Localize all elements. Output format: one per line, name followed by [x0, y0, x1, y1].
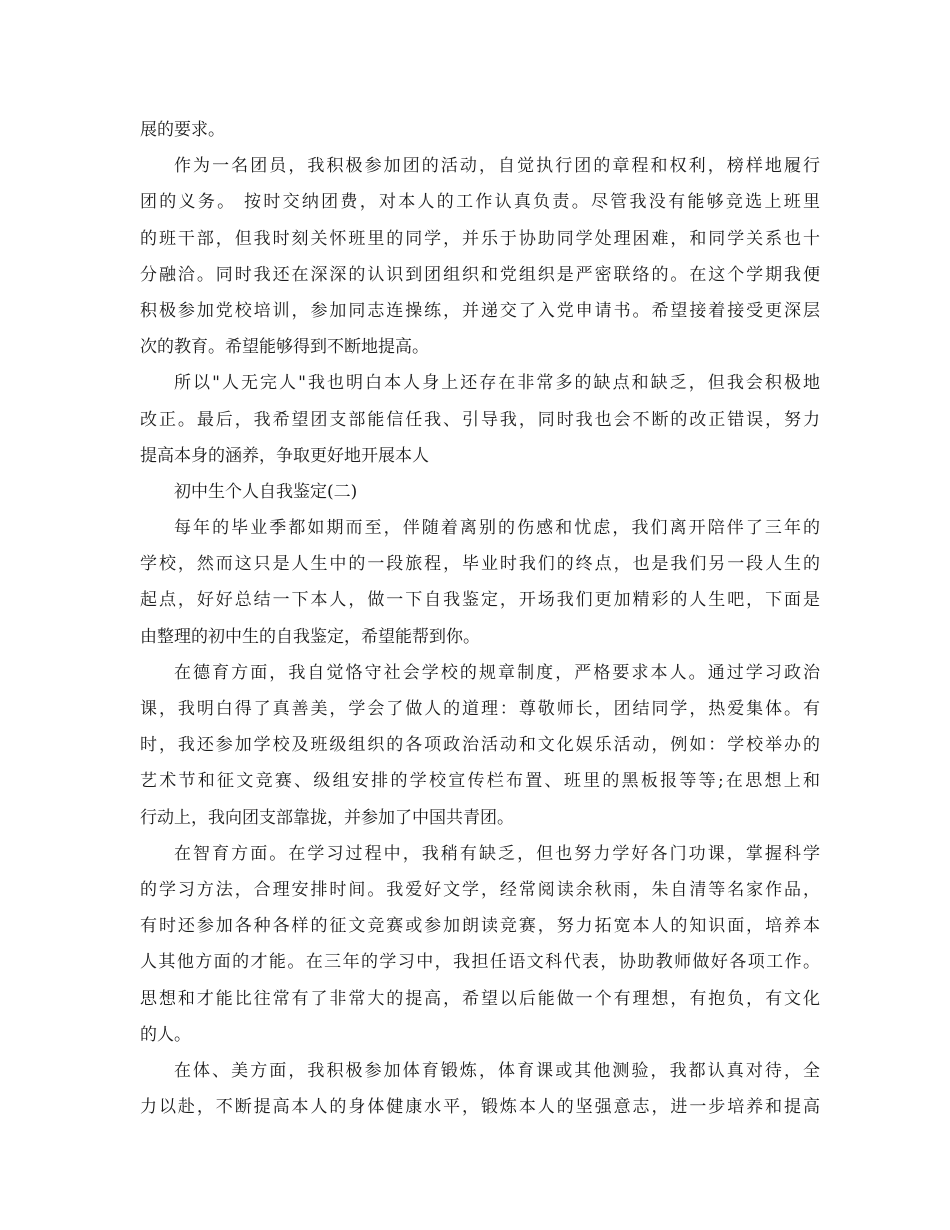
text-line: 分融洽。同时我还在深深的认识到团组织和党组织是严密联络的。在这个学期我便 [140, 264, 820, 285]
text-line: 有时还参加各种各样的征文竞赛或参加朗读竞赛，努力拓宽本人的知识面，培养本 [140, 916, 820, 937]
text-line: 每年的毕业季都如期而至，伴随着离别的伤感和忧虑，我们离开陪伴了三年的 [174, 518, 820, 539]
text-line: 力以赴，不断提高本人的身体健康水平，锻炼本人的坚强意志，进一步培养和提高 [140, 1097, 820, 1118]
text-line: 行动上，我向团支部靠拢，并参加了中国共青团。 [140, 807, 514, 828]
text-line: 在德育方面，我自觉恪守社会学校的规章制度，严格要求本人。通过学习政治 [174, 662, 820, 683]
text-line: 课，我明白得了真善美，学会了做人的道理：尊敬师长，团结同学，热爱集体。有 [140, 699, 820, 719]
text-line: 在智育方面。在学习过程中，我稍有缺乏，但也努力学好各门功课，掌握科学 [174, 843, 820, 864]
text-line: 人其他方面的才能。在三年的学习中，我担任语文科代表，协助教师做好各项工作。 [140, 952, 820, 973]
text-line: 积极参加党校培训，参加同志连操练，并递交了入党申请书。希望接着接受更深层 [140, 300, 820, 321]
document-body [140, 112, 820, 1125]
text-line: 次的教育。希望能够得到不断地提高。 [140, 337, 429, 358]
text-line: 团的义务。 按时交纳团费，对本人的工作认真负责。尽管我没有能够竞选上班里 [140, 192, 820, 213]
text-line: 由整理的初中生的自我鉴定，希望能帮到你。 [140, 626, 480, 647]
text-line: 在体、美方面，我积极参加体育锻炼，体育课或其他测验，我都认真对待，全 [174, 1060, 820, 1081]
text-line: 改正。最后，我希望团支部能信任我、引导我，同时我也会不断的改正错误，努力 [140, 409, 820, 430]
text-line: 艺术节和征文竞赛、级组安排的学校宣传栏布置、班里的黑板报等等;在思想上和 [140, 771, 820, 792]
text-line: 的班干部，但我时刻关怀班里的同学，并乐于协助同学处理困难，和同学关系也十 [140, 228, 820, 249]
text-line: 的人。 [140, 1024, 191, 1045]
text-line: 提高本身的涵养，争取更好地开展本人 [140, 445, 429, 466]
text-line: 所以"人无完人"我也明白本人身上还存在非常多的缺点和缺乏，但我会积极地 [174, 373, 820, 394]
text-line: 起点，好好总结一下本人，做一下自我鉴定，开场我们更加精彩的人生吧，下面是 [140, 590, 820, 611]
text-line: 思想和才能比往常有了非常大的提高，希望以后能做一个有理想，有抱负，有文化 [140, 988, 820, 1009]
text-line: 的学习方法，合理安排时间。我爱好文学，经常阅读余秋雨，朱自清等名家作品， [140, 879, 820, 900]
text-line: 初中生个人自我鉴定(二) [174, 481, 358, 502]
text-line: 展的要求。 [140, 120, 225, 140]
text-line: 时，我还参加学校及班级组织的各项政治活动和文化娱乐活动，例如：学校举办的 [140, 735, 820, 756]
text-line: 学校，然而这只是人生中的一段旅程，毕业时我们的终点，也是我们另一段人生的 [140, 554, 820, 575]
text-line: 作为一名团员，我积极参加团的活动，自觉执行团的章程和权利，榜样地履行 [174, 156, 820, 177]
